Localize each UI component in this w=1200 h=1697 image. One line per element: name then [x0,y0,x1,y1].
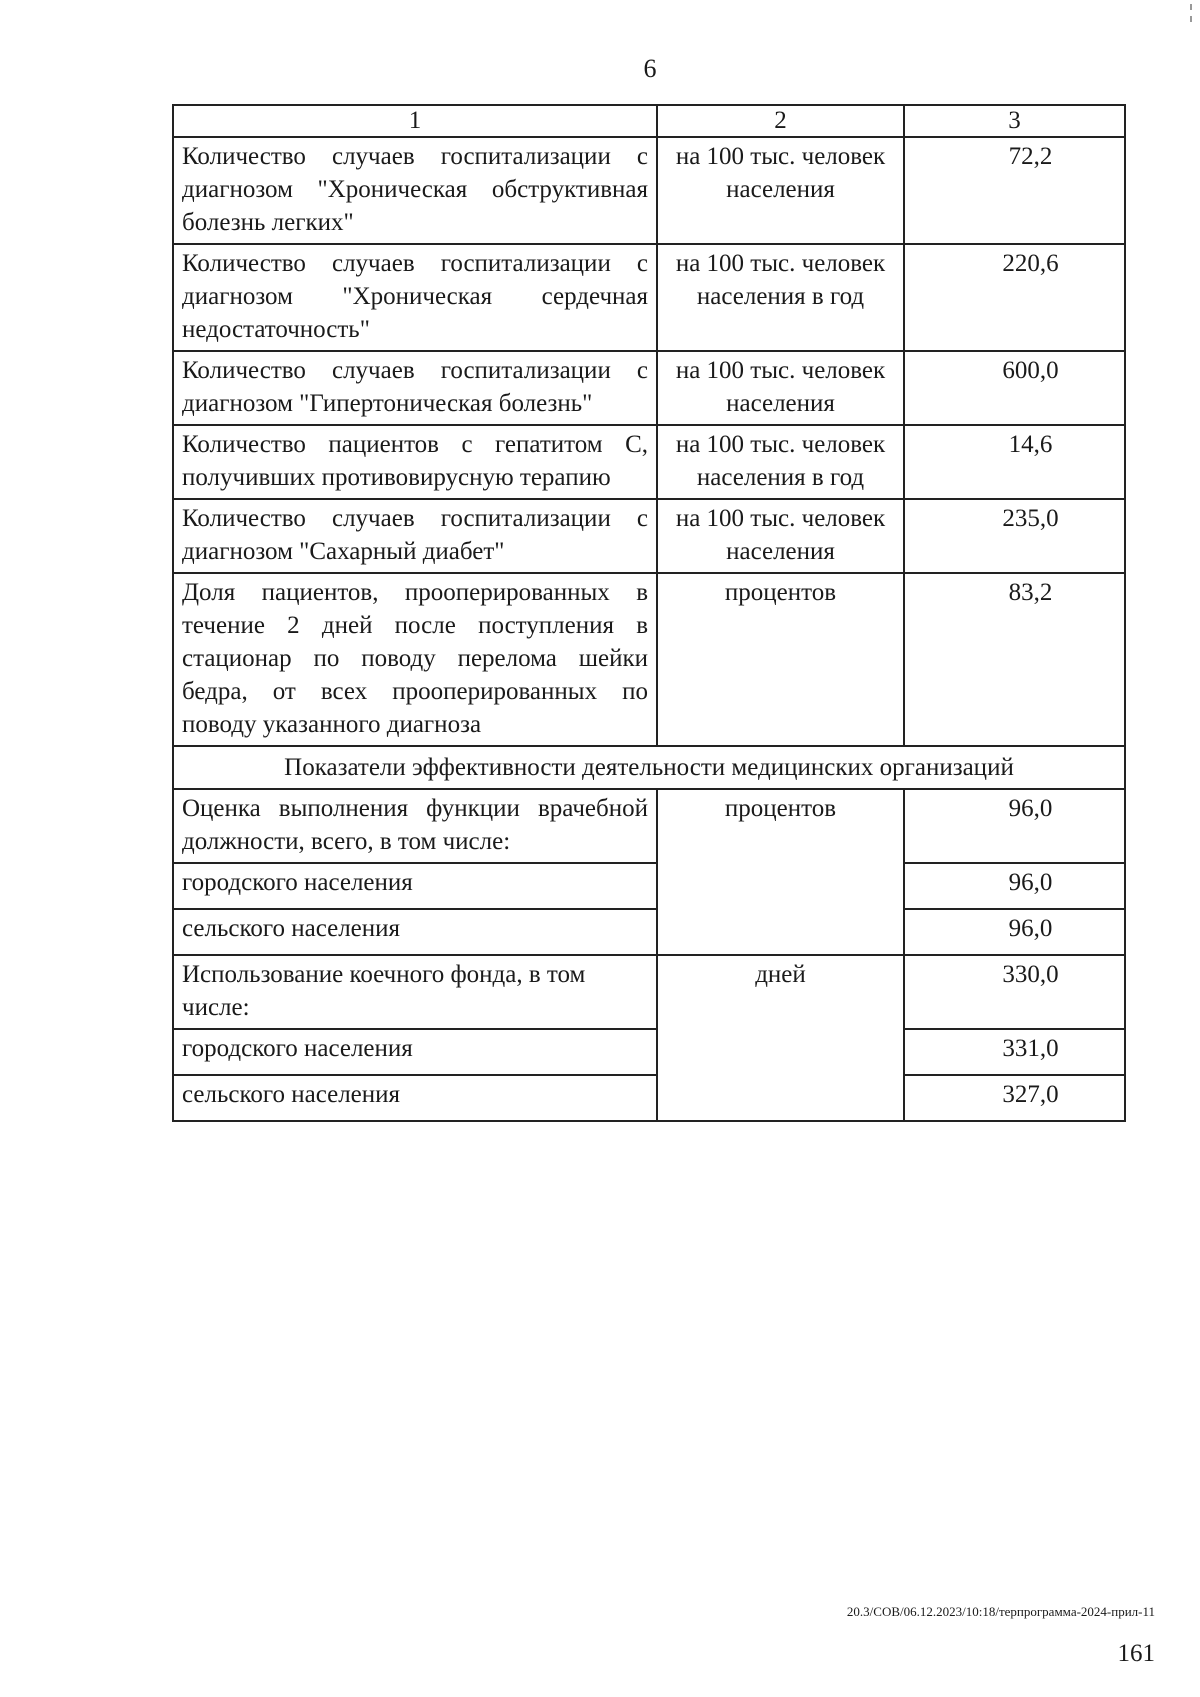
indicator-unit: дней [657,955,904,1121]
table-row [173,137,1125,244]
indicator-subname: городского населения [173,1029,657,1075]
indicator-subname: сельского населения [173,1075,657,1121]
indicator-name: Доля пациентов, прооперированных в течение 2 дней после поступления в стационар по поводу перелома шейки бедра, от всех прооперированных по поводу указанного диагноза [173,573,657,746]
table-row [173,955,1125,1029]
indicator-subname: городского населения [173,863,657,909]
indicator-name: Оценка выполнения функции врачебной должности, всего, в том числе: [173,789,657,863]
indicator-unit: на 100 тыс. человек населения [657,351,904,425]
table-row [173,1075,1125,1121]
scan-edge-mark [1190,4,1192,10]
table-row [173,1029,1125,1075]
total-page-number: 161 [1117,1640,1155,1667]
indicator-value: 96,0 [904,909,1125,955]
column-number: 2 [657,105,904,137]
indicator-name: Количество случаев госпитализации с диагнозом "Хроническая сердечная недостаточность" [173,244,657,351]
indicator-value: 72,2 [904,137,1125,244]
indicator-value: 83,2 [904,573,1125,746]
column-number: 3 [904,105,1125,137]
indicator-value: 600,0 [904,351,1125,425]
indicator-value: 327,0 [904,1075,1125,1121]
document-code: 20.3/СОВ/06.12.2023/10:18/терпрограмма-2024-прил-11 [846,1604,1155,1619]
indicator-unit: на 100 тыс. человек населения в год [657,425,904,499]
table-row [173,863,1125,909]
indicator-unit: на 100 тыс. человек населения [657,137,904,244]
table-row [173,573,1125,746]
indicator-value: 14,6 [904,425,1125,499]
indicator-value: 96,0 [904,789,1125,863]
section-row [173,746,1125,789]
column-number: 1 [173,105,657,137]
section-title: Показатели эффективности деятельности медицинских организаций [173,746,1125,789]
indicator-value: 235,0 [904,499,1125,573]
indicator-unit: на 100 тыс. человек населения [657,499,904,573]
indicator-name: Количество случаев госпитализации с диагнозом "Гипертоническая болезнь" [173,351,657,425]
scan-edge-mark [1190,16,1192,22]
indicator-value: 220,6 [904,244,1125,351]
indicators-table [172,104,1126,1122]
indicator-value: 331,0 [904,1029,1125,1075]
indicator-name: Количество пациентов с гепатитом С, получивших противовирусную терапию [173,425,657,499]
table-row [173,425,1125,499]
column-number-row [173,105,1125,137]
table-row [173,909,1125,955]
indicator-value: 96,0 [904,863,1125,909]
table-row [173,351,1125,425]
page-number: 6 [643,54,657,83]
indicator-subname: сельского населения [173,909,657,955]
indicator-name: Количество случаев госпитализации с диагнозом "Хроническая обструктивная болезнь легких" [173,137,657,244]
indicator-name: Использование коечного фонда, в том числе: [173,955,657,1029]
indicator-unit: на 100 тыс. человек населения в год [657,244,904,351]
indicator-name: Количество случаев госпитализации с диагнозом "Сахарный диабет" [173,499,657,573]
indicator-value: 330,0 [904,955,1125,1029]
indicator-unit: процентов [657,789,904,955]
table-row [173,244,1125,351]
table-row [173,499,1125,573]
indicator-unit: процентов [657,573,904,746]
table-row [173,789,1125,863]
